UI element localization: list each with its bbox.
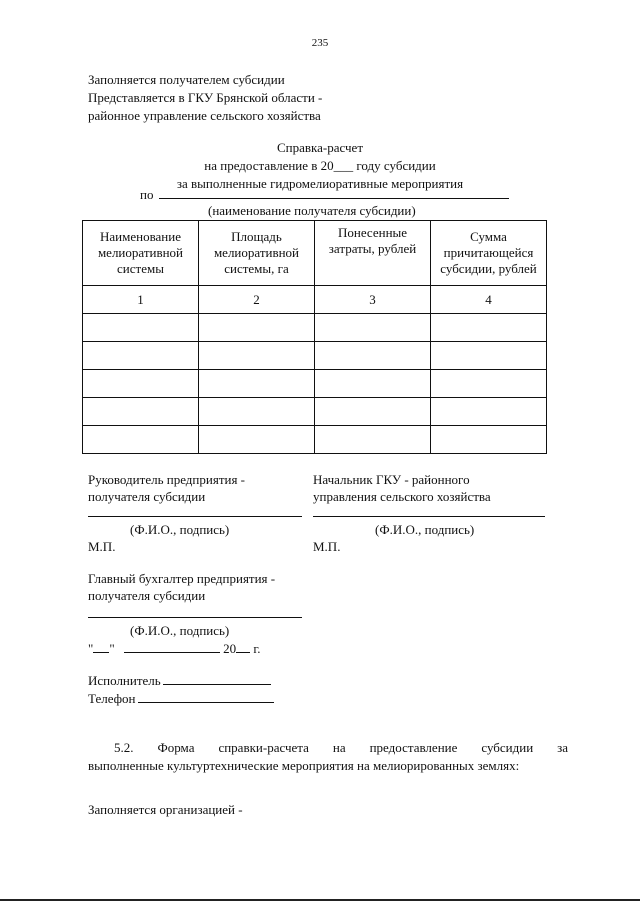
table-row (83, 314, 547, 342)
accountant-signature-line[interactable] (88, 617, 302, 618)
table-cell[interactable] (431, 398, 547, 426)
stamp-place-label: М.П. (88, 539, 116, 554)
table-cell[interactable] (315, 426, 431, 454)
table-cell[interactable] (315, 342, 431, 370)
chief-accountant-label: Главный бухгалтер предприятия - получателя субсидии (88, 571, 276, 603)
fill-note: Заполняется организацией - (88, 802, 243, 817)
phone-field[interactable] (138, 690, 274, 703)
date-line: " " 20 г. (88, 641, 261, 656)
page-bottom-edge (0, 899, 640, 901)
table-cell[interactable] (199, 370, 315, 398)
fio-caption: (Ф.И.О., подпись) (130, 623, 230, 638)
table-header-row (83, 221, 547, 286)
header-cell-costs: Понесенные затраты, рублей (315, 221, 431, 286)
table-cell[interactable] (431, 314, 547, 342)
column-number-row (83, 286, 547, 314)
title-line: на предоставление в 20___ году субсидии (204, 158, 436, 173)
header-cell-area: Площадь мелиоративной системы, га (199, 221, 315, 286)
table-cell[interactable] (199, 398, 315, 426)
table-cell[interactable] (431, 370, 547, 398)
section-5-2 (88, 740, 568, 776)
table-cell[interactable] (199, 342, 315, 370)
section-heading-line: 5.2. Форма справки-расчета на предоставление субсидии за (114, 740, 569, 755)
fio-caption: (Ф.И.О., подпись) (130, 522, 230, 537)
executor-row: Исполнитель (88, 672, 271, 689)
column-number: 1 (83, 286, 199, 314)
date-month-field[interactable] (124, 640, 220, 653)
table-cell[interactable] (315, 314, 431, 342)
recipient-row (140, 186, 509, 203)
title-line: Справка-расчет (276, 140, 364, 155)
column-number: 2 (199, 286, 315, 314)
intro-line: районное управление сельского хозяйства (88, 108, 321, 123)
section-heading-line: выполненные культуртехнические мероприятия на мелиорированных землях: (88, 758, 520, 773)
header-cell-subsidy: Сумма причитающейся субсидии, рублей (431, 221, 547, 286)
table-cell[interactable] (199, 426, 315, 454)
table-cell[interactable] (199, 314, 315, 342)
intro-line: Заполняется получателем субсидии (88, 72, 285, 87)
column-number: 3 (315, 286, 431, 314)
table-cell[interactable] (83, 342, 199, 370)
page-number: 235 (311, 37, 329, 49)
intro-block (88, 72, 322, 126)
table-cell[interactable] (83, 370, 199, 398)
table-cell[interactable] (431, 426, 547, 454)
gku-head-signature-line[interactable] (313, 516, 545, 517)
recipient-caption: (наименование получателя субсидии) (208, 203, 416, 218)
fio-caption: (Ф.И.О., подпись) (375, 522, 475, 537)
gku-head-label: Начальник ГКУ - районного управления сельского хозяйства (313, 472, 491, 504)
column-number: 4 (431, 286, 547, 314)
date-day-field[interactable] (93, 640, 109, 653)
executor-field[interactable] (163, 672, 271, 685)
table-cell[interactable] (431, 342, 547, 370)
table-row (83, 426, 547, 454)
table-cell[interactable] (83, 398, 199, 426)
enterprise-head-signature-line[interactable] (88, 516, 302, 517)
table-row (83, 342, 547, 370)
table-row (83, 370, 547, 398)
calculation-table (82, 220, 547, 454)
table-cell[interactable] (83, 426, 199, 454)
title-line: за выполненные гидромелиоративные мероприятия (176, 176, 464, 191)
stamp-place-label: М.П. (313, 539, 341, 554)
table-cell[interactable] (315, 370, 431, 398)
phone-row: Телефон (88, 690, 274, 707)
table-cell[interactable] (83, 314, 199, 342)
intro-line: Представляется в ГКУ Брянской области - (88, 90, 323, 105)
table-row (83, 398, 547, 426)
enterprise-head-label: Руководитель предприятия - получателя субсидии (88, 472, 246, 504)
po-label: по (140, 187, 154, 202)
header-cell-system: Наименование мелиоративной системы (83, 221, 199, 286)
recipient-name-field[interactable] (159, 186, 509, 199)
date-year-field[interactable] (236, 640, 250, 653)
table-cell[interactable] (315, 398, 431, 426)
